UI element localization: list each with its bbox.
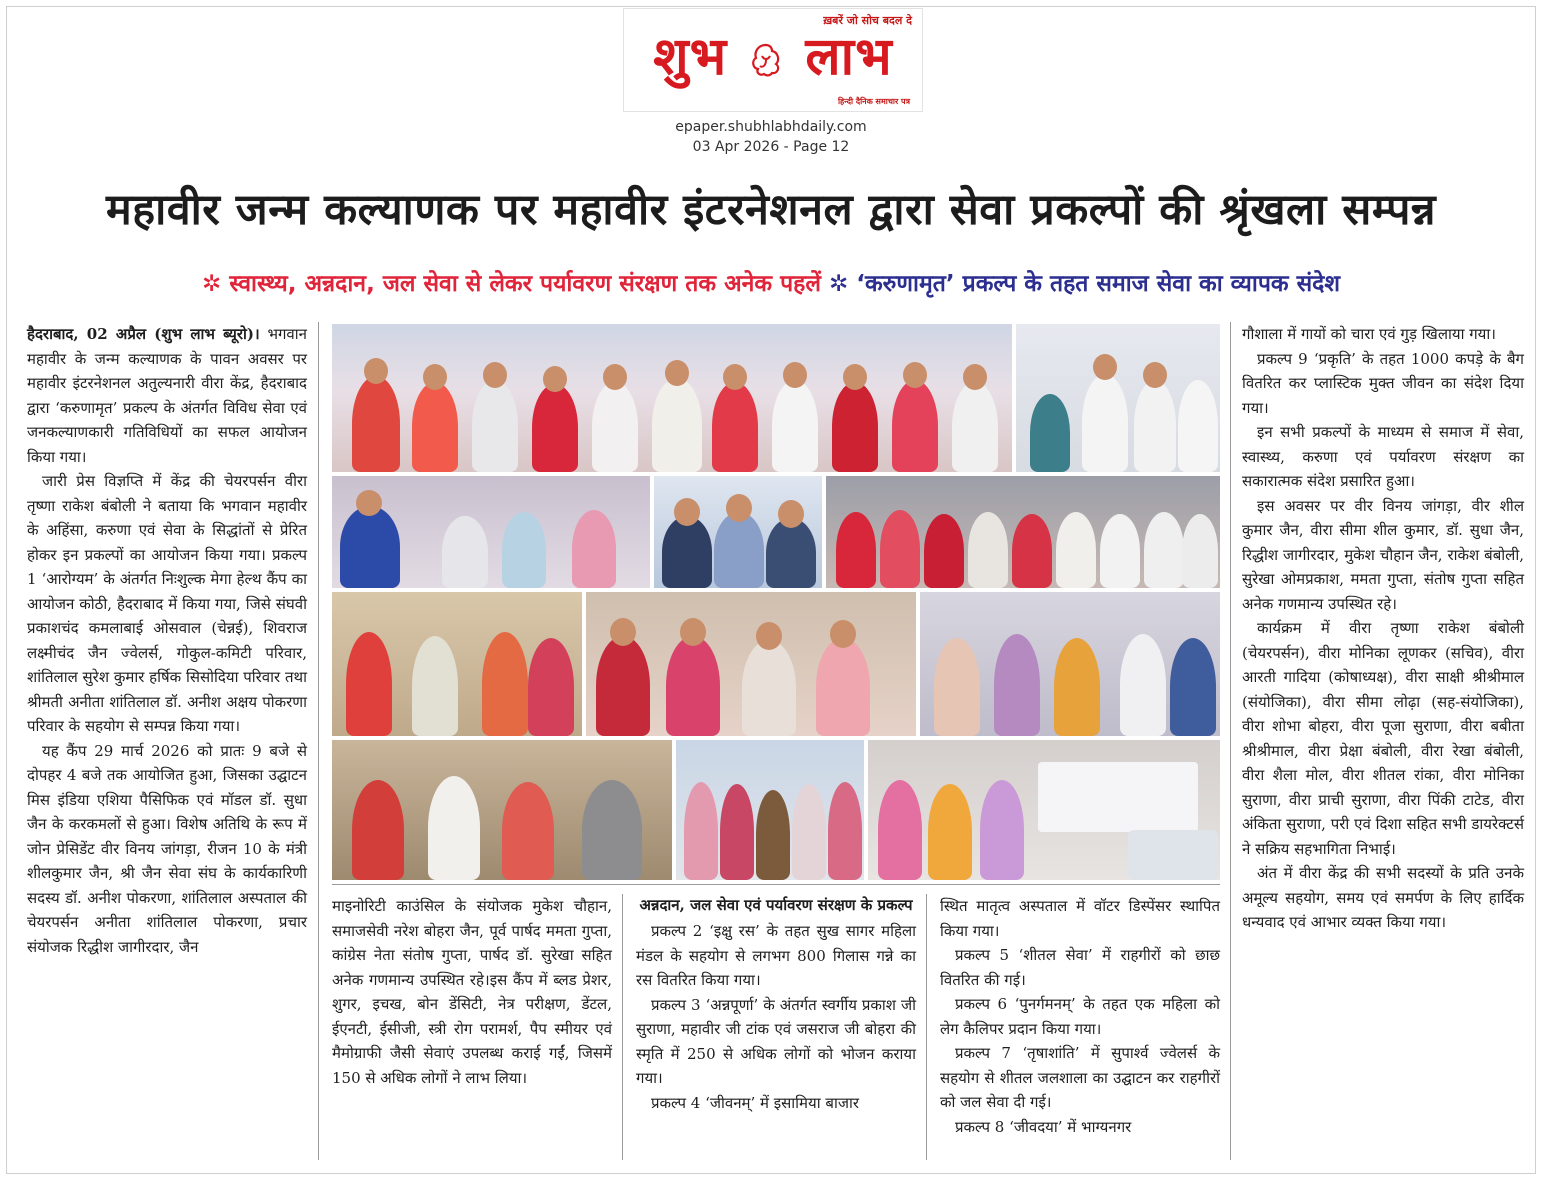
article-column-1 [27, 322, 307, 959]
photo-felicitation-2 [586, 592, 916, 736]
masthead-logo [624, 27, 922, 87]
paragraph: हैदराबाद, 02 अप्रैल (शुभ लाभ ब्यूरो)। भगवान महावीर के जन्म कल्याणक के पावन अवसर पर महावीर इंटरनेशनल अतुल्यनारी वीरा केंद्र, हैदराबाद द्वारा ‘करुणामृत’ प्रकल्प के अंतर्गत विविध सेवा एवं जनकल्याणकारी गतिविधियों का सफल आयोजन किया गया। [27, 325, 307, 466]
paragraph: गौशाला में गायों को चारा एवं गुड़ खिलाया गया। [1242, 325, 1496, 343]
column-divider [1230, 322, 1231, 1160]
asterisk-bullet-icon: ✲ [828, 271, 849, 297]
paragraph: प्रकल्प 9 ‘प्रकृति’ के तहत 1000 कपड़े के बैग वितरित कर प्लास्टिक मुक्त जीवन का संदेश दिया गया। [1242, 349, 1524, 417]
photo-caliper-donation [676, 740, 864, 880]
column-divider [622, 894, 623, 1160]
paragraph: यह कैंप 29 मार्च 2026 को प्रातः 9 बजे से दोपहर 4 बजे तक आयोजित हुआ, जिसका उद्घाटन मिस इंडिया एशिया पैसिफिक एवं मॉडल डॉ. सुधा जैन के करकमलों से हुआ। विशेष अतिथि के रूप में जोन प्रेसिडेंट वीर विनय जांगड़ा, रीजन 10 के मंत्री शीलकुमार जैन, श्री जैन सेवा संघ के कार्यकारिणी सदस्य डॉ. अनीश पोकरणा, शांतिलाल अस्पताल की चेयरपर्सन अनीता शांतिलाल पोकरणा, प्रचार संयोजक रिद्धीश जागीरदार, जैन [27, 741, 307, 956]
headline: महावीर जन्म कल्याणक पर महावीर इंटरनेशनल द्वारा सेवा प्रकल्पों की श्रृंखला सम्पन्न [106, 185, 1436, 235]
subhead-part-2: ‘करुणामृत’ प्रकल्प के तहत समाज सेवा का व्यापक संदेश [856, 271, 1340, 297]
paragraph: इस अवसर पर वीर विनय जांगड़ा, वीर शील कुमार जैन, वीरा सीमा शील कुमार, डॉ. सुधा जैन, रिद्धीश जागीरदार, मुकेश चौहान जैन, राकेश बंबोली, सुरेखा ओमप्रकाश, ममता गुप्ता, संतोष गुप्ता सहित अनेक गणमान्य उपस्थित रहे। [1242, 496, 1524, 613]
article-column-5 [1242, 322, 1524, 935]
photo-group-members [826, 476, 1220, 588]
photo-inauguration [332, 324, 1012, 472]
article-column-4 [940, 894, 1220, 1139]
asterisk-bullet-icon: ✲ [202, 271, 222, 297]
article-column-2 [332, 894, 612, 1090]
dateline: हैदराबाद, 02 अप्रैल (शुभ लाभ ब्यूरो)। [27, 325, 260, 343]
photo-guests [654, 476, 822, 588]
paragraph: प्रकल्प 8 ‘जीवदया’ में भाग्यनगर [955, 1117, 1132, 1136]
photo-collage [332, 324, 1220, 880]
subhead-part-1: स्वास्थ्य, अन्नदान, जल सेवा से लेकर पर्यावरण संरक्षण तक अनेक पहलें [229, 271, 821, 297]
ganesha-logo-icon [748, 42, 784, 78]
article-column-3 [636, 894, 916, 1115]
subheadline [0, 266, 1542, 298]
photo-hospital [920, 592, 1220, 736]
paragraph: प्रकल्प 5 ‘शीतल सेवा’ में राहगीरों को छाछ वितरित की गई। [940, 946, 1220, 989]
paragraph: जारी प्रेस विज्ञप्ति में केंद्र की चेयरपर्सन वीरा तृष्णा राकेश बंबोली ने बताया कि भगवान महावीर के अहिंसा, करुणा एवं सेवा के सिद्धांतों से प्रेरित होकर इन प्रकल्पों का आयोजन किया गया। प्रकल्प 1 ‘आरोग्यम’ के अंतर्गत निःशुल्क मेगा हेल्थ कैंप का आयोजन कोठी, हैदराबाद में किया गया, जिसे संघवी प्रकाशचंद कमलाबाई ओसवाल (चेन्नई), शिवराज लक्ष्मीचंद जैन ज्वेलर्स, गोकुल-कमिटी परिवार, शांतिलाल सुरेश कुमार हर्षिक सिसोदिया परिवार तथा श्रीमती अनीता शांतिलाल डॉ. अनीश अक्षय पोकरणा परिवार के सहयोग से सम्पन्न किया गया। [27, 472, 307, 735]
edition-date-page: 03 Apr 2026 - Page 12 [692, 139, 850, 155]
paragraph: प्रकल्प 6 ‘पुनर्गमनम्’ के तहत एक महिला को लेग कैलिपर प्रदान किया गया। [940, 995, 1220, 1038]
masthead-tagline: ख़बरें जो सोच बदल दे [823, 14, 912, 27]
photo-health-checkup [332, 476, 650, 588]
paragraph: प्रकल्प 3 ‘अन्नपूर्णा’ के अंतर्गत स्वर्गीय प्रकाश जी सुराणा, महावीर जी टांक एवं जसराज जी बोहरा की स्मृति में 250 से अधिक लोगों को भोजन कराया गया। [636, 995, 916, 1087]
paragraph: प्रकल्प 4 ‘जीवनम्’ में इसामिया बाजार [651, 1093, 859, 1112]
photo-distribution [332, 592, 582, 736]
paragraph: कार्यक्रम में वीरा तृष्णा राकेश बंबोली (चेयरपर्सन), वीरा मोनिका लूणकर (सचिव), वीरा आरती गादिया (कोषाध्यक्ष), वीरा साक्षी श्रीश्रीमाल (संयोजिका), वीरा सीमा लोढ़ा (सह-संयोजिका), वीरा शोभा बोहरा, वीरा पूजा सुराणा, वीरा बबीता श्रीश्रीमाल, वीरा प्रेक्षा बंबोली, वीरा रेखा बंबोली, वीरा शैला मोल, वीरा शीतल रांका, वीरा मोनिका सुराणा, वीरा प्राची सुराणा, वीरा पिंकी टाटेड, वीरा अंकिता सुराणा, परी एवं दिशा सहित सभी डायरेक्टर्स ने सक्रिय सहभागिता निभाई। [1242, 619, 1524, 858]
paragraph: इन सभी प्रकल्पों के माध्यम से समाज में सेवा, स्वास्थ्य, करुणा एवं पर्यावरण संरक्षण का सकारात्मक संदेश प्रसारित हुआ। [1242, 423, 1524, 490]
photo-food-service [332, 740, 672, 880]
logo-word-left: शुभ [653, 27, 728, 87]
masthead-subtitle: हिन्दी दैनिक समाचार पत्र [837, 97, 910, 106]
masthead [623, 8, 923, 112]
paragraph: स्थित मातृत्व अस्पताल में वॉटर डिस्पेंसर स्थापित किया गया। [940, 897, 1220, 940]
section-heading: अन्नदान, जल सेवा एवं पर्यावरण संरक्षण के प्रकल्प [639, 896, 913, 914]
photo-water-dispenser [868, 740, 1220, 880]
paragraph: प्रकल्प 7 ‘तृषाशांति’ में सुपार्श्व ज्वेलर्स के सहयोग से शीतल जलशाला का उद्घाटन कर राहगीरों को जल सेवा दी गई। [940, 1044, 1220, 1111]
paragraph: माइनोरिटी काउंसिल के संयोजक मुकेश चौहान, समाजसेवी नरेश बोहरा जैन, पूर्व पार्षद ममता गुप्ता, कांग्रेस नेता संतोष गुप्ता, पार्षद डॉ. सुरेखा सहित अनेक गणमान्य उपस्थित रहे।इस कैंप में ब्लड प्रेशर, शुगर, इचख, बोन डेंसिटी, नेत्र परीक्षण, डेंटल, ईएनटी, ईसीजी, स्त्री रोग परामर्श, पैप स्मीयर एवं मैमोग्राफी जैसी सेवाएं उपलब्ध कराई गईं, जिसमें 150 से अधिक लोगों ने लाभ लिया। [332, 897, 612, 1087]
column-divider [318, 322, 319, 1160]
paragraph: अंत में वीरा केंद्र की सभी सदस्यों के प्रति उनके अमूल्य सहयोग, समय एवं समर्पण के लिए हार्दिक धन्यवाद एवं आभार व्यक्त किया गया। [1242, 864, 1524, 931]
epaper-site[interactable]: epaper.shubhlabhdaily.com [675, 119, 867, 135]
photo-felicitation [1016, 324, 1220, 472]
column-divider [926, 894, 927, 1160]
collage-divider [332, 884, 1220, 885]
logo-word-right: लाभ [805, 27, 893, 87]
paragraph: प्रकल्प 2 ‘इक्षु रस’ के तहत सुख सागर महिला मंडल के सहयोग से लगभग 800 गिलास गन्ने का रस वितरित किया गया। [636, 922, 916, 989]
